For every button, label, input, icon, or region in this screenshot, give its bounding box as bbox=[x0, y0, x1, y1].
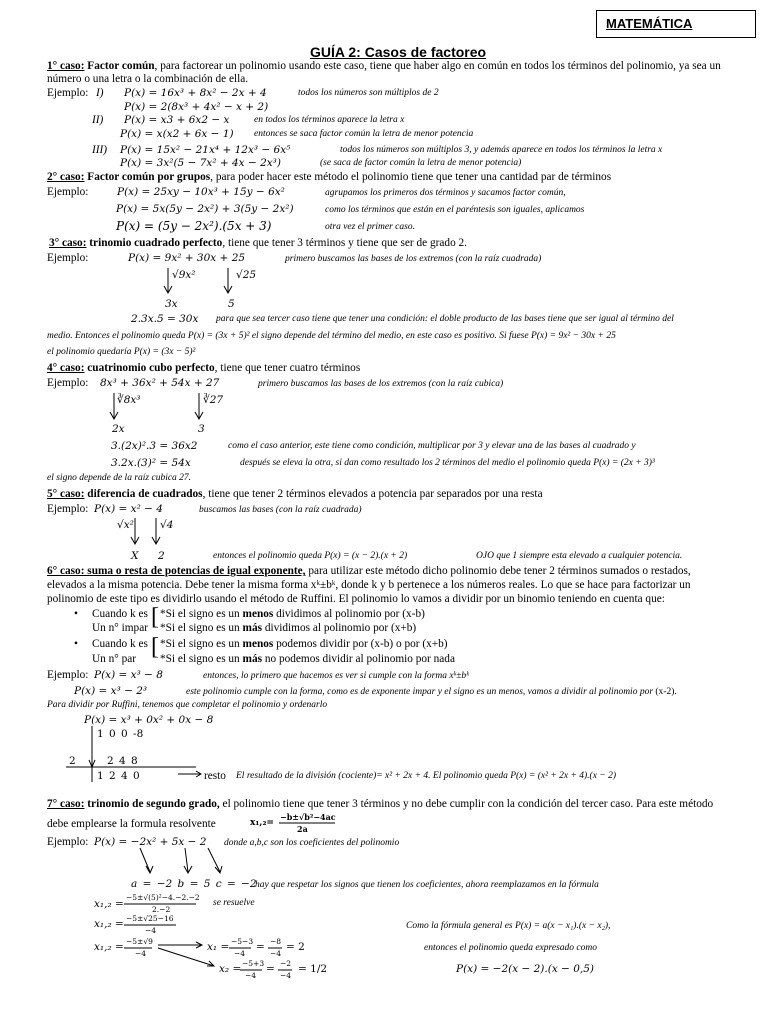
remainder-label: resto bbox=[204, 770, 226, 782]
arrow-down-icon bbox=[140, 848, 153, 873]
arrow-down-icon bbox=[224, 268, 232, 293]
bullet-icon: • bbox=[74, 608, 78, 620]
case-1-intro: 1° caso: Factor común, para factorear un polinomio usando este caso, tiene que haber algo en común en todos los términos del polinomio, ya sea un bbox=[47, 60, 721, 72]
subject-label: MATEMÁTICA bbox=[606, 16, 693, 31]
example-label: Ejemplo: bbox=[47, 87, 89, 99]
note: como los términos que están en el paréntesis son iguales, aplicamos bbox=[325, 205, 585, 215]
bullet-icon: • bbox=[74, 638, 78, 650]
note: el signo depende de la raíz cubica 27. bbox=[47, 473, 192, 483]
rule-text: *Si el signo es un más no podemos dividir al polinomio por nada bbox=[160, 653, 455, 665]
formula: P(x) = 3x²(5 − 7x² + 4x − 2x³) bbox=[120, 157, 281, 169]
denominator: −4 bbox=[270, 949, 282, 958]
arrow-down-icon bbox=[152, 518, 160, 544]
root-label: ∛8x³ bbox=[117, 394, 141, 406]
formula: P(x) = x³ − 8 bbox=[94, 669, 163, 681]
note: donde a,b,c son los coeficientes del polinomio bbox=[224, 838, 400, 848]
note: para que sea tercer caso tiene que tener una condición: el doble producto de las bases tiene que ser igual al término del bbox=[216, 314, 674, 324]
formula: P(x) = x³ − 2³ bbox=[74, 685, 148, 697]
note: después se eleva la otra, si dan como resultado los 2 términos del medio el polinomio queda P(x) = (2x + 3)³ bbox=[240, 458, 655, 468]
denominator: 2a bbox=[297, 824, 308, 834]
denominator: −4 bbox=[234, 949, 246, 958]
text-line: debe emplearse la formula resolvente bbox=[47, 818, 216, 830]
note: medio. Entonces el polinomio queda P(x) = (3x + 5)² el signo depende del término del medio, en este caso es positivo. Si fuese P(x) = 9x² − 30x + 25 bbox=[47, 331, 616, 341]
base-label: 3x bbox=[165, 298, 178, 310]
denominator: −4 bbox=[245, 971, 257, 980]
rule-text: *Si el signo es un menos dividimos al polinomio por (x-b) bbox=[160, 608, 425, 620]
result: = 1/2 bbox=[298, 963, 328, 975]
arrow-down-icon bbox=[131, 518, 139, 544]
formula: P(x) = 9x² + 30x + 25 bbox=[128, 252, 246, 264]
arrow-down-icon bbox=[110, 393, 118, 419]
note: entonces se saca factor común la letra de menor potencia bbox=[254, 129, 474, 139]
case-4-intro: 4° caso: cuatrinomio cubo perfecto, tiene que tener cuatro términos bbox=[47, 362, 361, 374]
bullet-label: Cuando k es bbox=[92, 638, 148, 650]
note: (se saca de factor común la letra de menor potencia) bbox=[320, 158, 522, 168]
note: OJO que 1 siempre esta elevado a cualquier potencia. bbox=[476, 551, 683, 561]
denominator: −4 bbox=[280, 971, 292, 980]
page-title: GUÍA 2: Casos de factoreo bbox=[310, 44, 487, 60]
ruffini-result: 1 2 4 0 bbox=[97, 770, 140, 782]
equals: = bbox=[266, 963, 275, 975]
formula: P(x) = x(x2 + 6x − 1) bbox=[120, 128, 234, 140]
bullet-label: Cuando k es bbox=[92, 608, 148, 620]
example-label: Ejemplo: bbox=[47, 377, 89, 389]
numerator: −5−3 bbox=[231, 937, 254, 946]
case-2-intro: 2° caso: Factor común por grupos, para poder hacer este método el polinomio tiene que tener una cantidad par de términos bbox=[47, 171, 612, 183]
case-7-intro: 7° caso: trinomio de segundo grado, el polinomio tiene que tener 3 términos y no debe cumplir con la condición del tercer caso. Para este método bbox=[47, 798, 714, 810]
note: otra vez el primer caso. bbox=[325, 222, 415, 232]
ruffini-divisor: 2 bbox=[69, 755, 76, 767]
roman-numeral: I) bbox=[96, 87, 104, 99]
example-label: Ejemplo: bbox=[47, 503, 89, 515]
base-label: X bbox=[131, 550, 139, 562]
example-label: Ejemplo: bbox=[47, 669, 89, 681]
numerator: −b±√b²−4ac bbox=[280, 812, 336, 822]
note: primero buscamos las bases de los extremos (con la raíz cubica) bbox=[258, 379, 504, 389]
note: el polinomio quedaría P(x) = (3x − 5)² bbox=[47, 347, 196, 357]
rule-text: *Si el signo es un más dividimos al polinomio por (x+b) bbox=[160, 622, 417, 634]
formula: 2.3x.5 = 30x bbox=[131, 313, 199, 325]
note: este polinomio cumple con la forma, como es de exponente impar y el signo es un menos, vamos a dividir al polinomio por (x-2). bbox=[186, 687, 677, 697]
case-3-intro: 3° caso: trinomio cuadrado perfecto, tiene que tener 3 términos y tiene que ser de grado 2. bbox=[49, 237, 468, 249]
base-label: 2x bbox=[112, 423, 125, 435]
example-label: Ejemplo: bbox=[47, 186, 89, 198]
formula: 3.(2x)².3 = 36x2 bbox=[111, 440, 198, 452]
brace-icon: [ bbox=[151, 634, 159, 660]
arrow-right-icon bbox=[158, 942, 202, 948]
formula: P(x) = (5y − 2x²).(5x + 3) bbox=[116, 219, 272, 233]
note: buscamos las bases (con la raíz cuadrada) bbox=[199, 505, 362, 515]
rule-text: *Si el signo es un menos podemos dividir por (x-b) o por (x+b) bbox=[160, 638, 448, 650]
note: entonces el polinomio queda P(x) = (x − 2).(x + 2) bbox=[213, 551, 408, 561]
note: agrupamos los primeros dos términos y sacamos factor común, bbox=[325, 188, 566, 198]
numerator: −5+3 bbox=[242, 959, 265, 968]
denominator: −4 bbox=[135, 949, 147, 958]
roman-numeral: II) bbox=[92, 114, 104, 126]
arrow-right-icon bbox=[178, 771, 201, 777]
formula: 3.2x.(3)² = 54x bbox=[111, 457, 191, 469]
numerator: −2 bbox=[280, 959, 292, 968]
denominator: −4 bbox=[145, 926, 157, 935]
denominator: 2.−2 bbox=[152, 905, 171, 914]
x12-label: x₁,₂ = bbox=[94, 898, 124, 910]
text-line: polinomio de este tipo es dividirlo usando el método de Ruffini. El polinomio lo vamos a dividir por un binomio teniendo en cuenta que: bbox=[47, 593, 665, 605]
root-label: √4 bbox=[160, 519, 174, 531]
example-label: Ejemplo: bbox=[47, 252, 89, 264]
formula: P(x) = 5x(5y − 2x²) + 3(5y − 2x²) bbox=[116, 203, 294, 215]
numerator: −8 bbox=[270, 937, 282, 946]
formula: P(x) = 2(8x³ + 4x² − x + 2) bbox=[124, 101, 269, 113]
brace-icon: [ bbox=[151, 604, 159, 630]
example-label: Ejemplo: bbox=[47, 836, 89, 848]
arrow-down-icon bbox=[208, 848, 222, 873]
text-line: elevados a la misma potencia. Debe tener la misma forma xᵏ±bᵏ, donde k y b pertenece a los números reales. Lo que se hace para factorizar un bbox=[47, 579, 691, 591]
numerator: −5±√25−16 bbox=[126, 914, 174, 923]
formula: 8x³ + 36x² + 54x + 27 bbox=[100, 377, 220, 389]
note: como el caso anterior, este tiene como condición, multiplicar por 3 y elevar una de las bases al cuadrado y bbox=[228, 441, 636, 451]
root-label: √25 bbox=[236, 269, 257, 281]
note: entonces, lo primero que hacemos es ver si cumple con la forma xᵏ±bᵏ bbox=[203, 671, 469, 681]
coefficients: a = −2 b = 5 c = −2 bbox=[131, 878, 257, 890]
note: El resultado de la división (cociente)= x² + 2x + 4. El polinomio queda P(x) = (x² + 2x + 4).(x − 2) bbox=[236, 771, 616, 781]
base-label: 3 bbox=[198, 423, 205, 435]
note: Para dividir por Ruffini, tenemos que completar el polinomio y ordenarlo bbox=[47, 700, 328, 710]
formula: P(x) = x³ + 0x² + 0x − 8 bbox=[84, 714, 214, 726]
bullet-label: Un n° par bbox=[92, 653, 137, 665]
note: hay que respetar los signos que tienen los coeficientes, ahora reemplazamos en la fórmula bbox=[255, 880, 599, 890]
formula: P(x) = 16x³ + 8x² − 2x + 4 bbox=[124, 87, 267, 99]
formula: P(x) = 15x² − 21x⁴ + 12x³ − 6x⁵ bbox=[120, 144, 291, 156]
formula: P(x) = 25xy − 10x³ + 15y − 6x² bbox=[117, 186, 285, 198]
note: se resuelve bbox=[213, 898, 255, 908]
formula-label: x₁,₂= bbox=[250, 818, 274, 828]
case-5-intro: 5° caso: diferencia de cuadrados, tiene que tener 2 términos elevados a potencia par separados por una resta bbox=[47, 488, 543, 500]
formula: P(x) = x3 + 6x2 − x bbox=[124, 114, 230, 126]
root-label: √x² bbox=[117, 519, 134, 531]
note: todos los números son múltiplos 3, y además aparece en todos los términos la letra x bbox=[340, 145, 663, 155]
formula: P(x) = −2x² + 5x − 2 bbox=[94, 836, 207, 848]
ruffini-coefficients: 1 0 0 -8 bbox=[97, 728, 144, 740]
x12-label: x₁,₂ = bbox=[94, 918, 124, 930]
base-label: 5 bbox=[228, 298, 235, 310]
base-label: 2 bbox=[158, 550, 165, 562]
arrow-right-icon bbox=[158, 948, 214, 966]
note: todos los números son múltiplos de 2 bbox=[298, 88, 439, 98]
x2-label: x₂ = bbox=[219, 963, 242, 975]
root-label: √9x² bbox=[172, 269, 196, 281]
note: en todos los términos aparece la letra x bbox=[254, 115, 405, 125]
arrow-down-icon bbox=[184, 848, 192, 873]
root-label: ∛27 bbox=[203, 394, 224, 406]
note: entonces el polinomio queda expresado como bbox=[424, 943, 597, 953]
x1-label: x₁ = bbox=[207, 941, 230, 953]
result: = 2 bbox=[286, 941, 305, 953]
x12-label: x₁,₂ = bbox=[94, 941, 124, 953]
note: Como la fórmula general es P(x) = a(x − x₁).(x − x₂), bbox=[406, 921, 611, 931]
numerator: −5±√(5)²−4.−2.−2 bbox=[126, 893, 200, 902]
text-line: número o una letra o la combinación de ella. bbox=[47, 73, 249, 85]
roman-numeral: III) bbox=[92, 144, 108, 156]
bullet-label: Un n° impar bbox=[92, 622, 148, 634]
arrow-down-icon bbox=[195, 393, 203, 419]
ruffini-products: 2 4 8 bbox=[107, 755, 138, 767]
case-6-intro: 6° caso: suma o resta de potencias de igual exponente, para utilizar este método dicho polinomio debe tener 2 términos sumados o restados, bbox=[47, 565, 691, 577]
formula: P(x) = x² − 4 bbox=[94, 503, 163, 515]
equals: = bbox=[256, 941, 265, 953]
formula: P(x) = −2(x − 2).(x − 0,5) bbox=[456, 963, 595, 975]
numerator: −5±√9 bbox=[126, 937, 153, 946]
arrow-down-icon bbox=[164, 268, 172, 293]
note: primero buscamos las bases de los extremos (con la raíz cuadrada) bbox=[285, 254, 542, 264]
